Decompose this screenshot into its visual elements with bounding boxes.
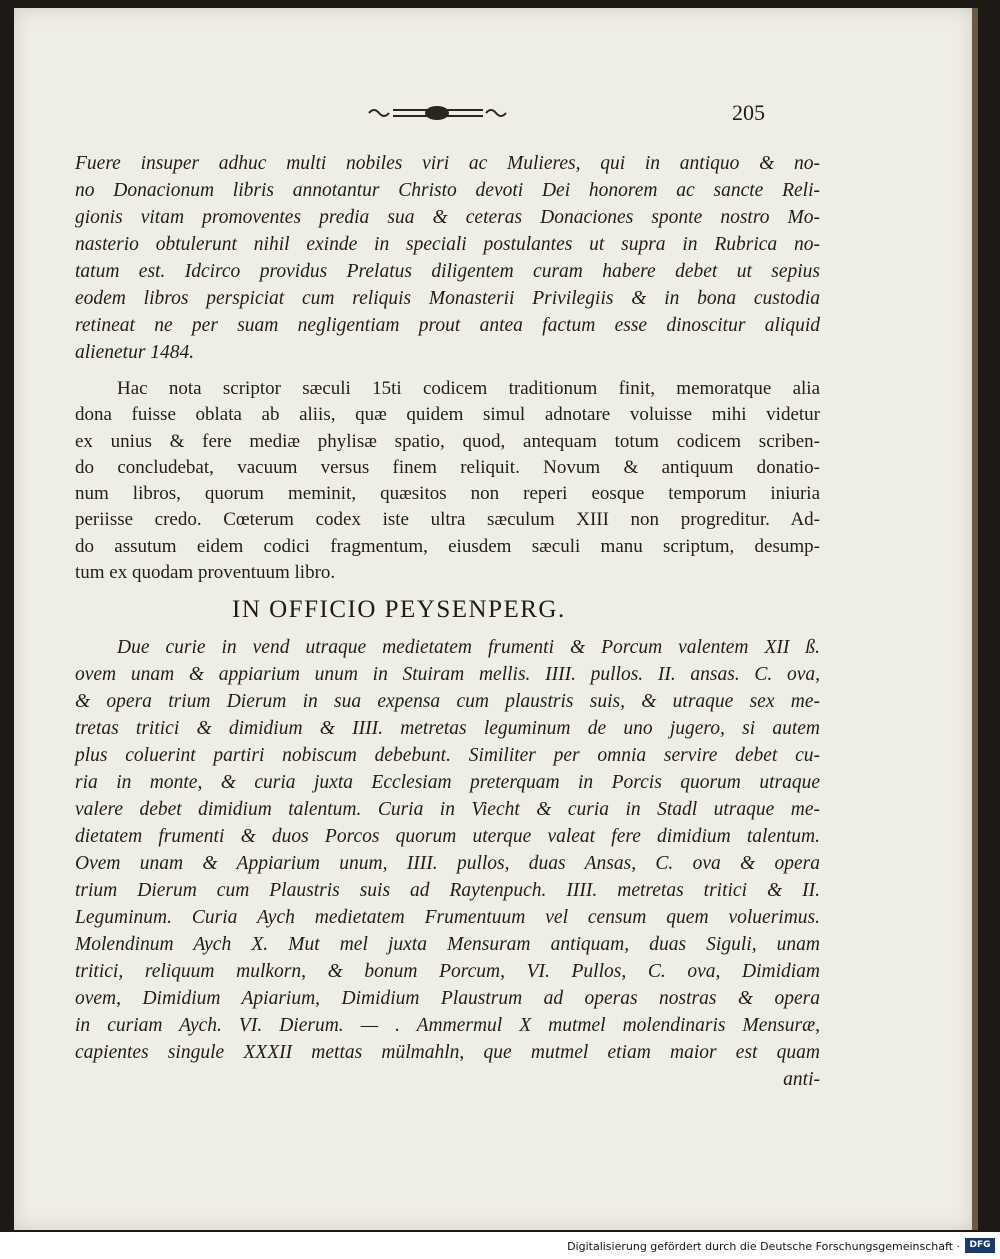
text-line: Molendinum Aych X. Mut mel juxta Mensuram antiquam, duas Siguli, unam (75, 934, 820, 955)
text-line: Due curie in vend utraque medietatem frumenti & Porcum valentem XII ß. (117, 637, 820, 658)
page-edge (972, 8, 978, 1230)
text-line: tritici, reliquum mulkorn, & bonum Porcum, VI. Pullos, C. ova, Dimidiam (75, 961, 820, 982)
text-line: Hac nota scriptor sæculi 15ti codicem traditionum finit, memoratque alia (117, 378, 820, 399)
text-line: do concludebat, vacuum versus finem reliquit. Novum & antiquum donatio- (75, 456, 820, 478)
paragraph-3 (75, 634, 820, 1093)
paragraph-1 (75, 150, 820, 366)
text-line: capientes singule XXXII mettas mülmahln, que mutmel etiam maior est quam (75, 1042, 820, 1063)
text-line: dona fuisse oblata ab aliis, quæ quidem simul adnotare voluisse mihi videtur (75, 404, 820, 426)
text-line: tatum est. Idcirco providus Prelatus diligentem curam habere debet ut sepius (75, 261, 820, 282)
text-line: & opera trium Dierum in sua expensa cum plaustris suis, & utraque sex me- (75, 691, 820, 712)
text-line: trium Dierum cum Plaustris suis ad Raytenpuch. IIII. metretas tritici & II. (75, 880, 820, 901)
text-line: dietatem frumenti & duos Porcos quorum uterque valeat fere dimidium talentum. (75, 826, 820, 847)
text-line: retineat ne per suam negligentiam prout antea factum esse dinoscitur aliquid (75, 315, 820, 336)
text-line: no Donacionum libris annotantur Christo devoti Dei honorem ac sancte Reli- (75, 180, 820, 201)
text-line: ovem unam & appiarium unum in Stuiram mellis. IIII. pullos. II. ansas. C. ova, (75, 664, 820, 685)
footer-bar (0, 1232, 1000, 1259)
section-heading: IN OFFICIO PEYSENPERG. (232, 596, 566, 623)
dfg-logo-icon: DFG (965, 1238, 995, 1253)
text-line: periisse credo. Cœterum codex iste ultra sæculum XIII non progreditur. Ad- (75, 509, 820, 531)
text-line: plus coluerint partiri nobiscum debebunt. Similiter per omnia servire debet cu- (75, 745, 820, 766)
text-line: Fuere insuper adhuc multi nobiles viri ac Mulieres, qui in antiquo & no- (75, 153, 820, 174)
text-line: Leguminum. Curia Aych medietatem Frumentuum vel censum quem voluerimus. (75, 907, 820, 928)
catchword: anti- (783, 1069, 820, 1090)
text-line: nasterio obtulerunt nihil exinde in speciali postulantes ut supra in Rubrica no- (75, 234, 820, 255)
text-line: ovem, Dimidium Apiarium, Dimidium Plaustrum ad operas nostras & opera (75, 988, 820, 1009)
text-line: Ovem unam & Appiarium unum, IIII. pullos, duas Ansas, C. ova & opera (75, 853, 820, 874)
text-line: tum ex quodam proventuum libro. (75, 562, 336, 584)
text-line: do assutum eidem codici fragmentum, eiusdem sæculi manu scriptum, desump- (75, 535, 820, 557)
header-ornament (365, 102, 510, 124)
text-line: eodem libros perspiciat cum reliquis Monasterii Privilegiis & in bona custodia (75, 288, 820, 309)
funding-credit: Digitalisierung gefördert durch die Deutsche Forschungsgemeinschaft · (567, 1240, 960, 1253)
text-line: gionis vitam promoventes predia sua & ceteras Donaciones sponte nostro Mo- (75, 207, 820, 228)
text-line: alienetur 1484. (75, 342, 195, 363)
text-line: tretas tritici & dimidium & IIII. metretas leguminum de uno jugero, si autem (75, 718, 820, 739)
text-line: ex unius & fere mediæ phylisæ spatio, quod, antequam totum codicem scriben- (75, 430, 820, 452)
text-line: in curiam Aych. VI. Dierum. — . Ammermul X mutmel molendinaris Mensuræ, (75, 1015, 820, 1036)
text-line: num libros, quorum meminit, quæsitos non reperi eosque temporum iniuria (75, 483, 820, 505)
text-line: valere debet dimidium talentum. Curia in Viecht & curia in Stadl utraque me- (75, 799, 820, 820)
text-line: ria in monte, & curia juxta Ecclesiam preterquam in Porcis quorum utraque (75, 772, 820, 793)
page-number: 205 (732, 100, 765, 125)
paragraph-2 (75, 376, 820, 586)
